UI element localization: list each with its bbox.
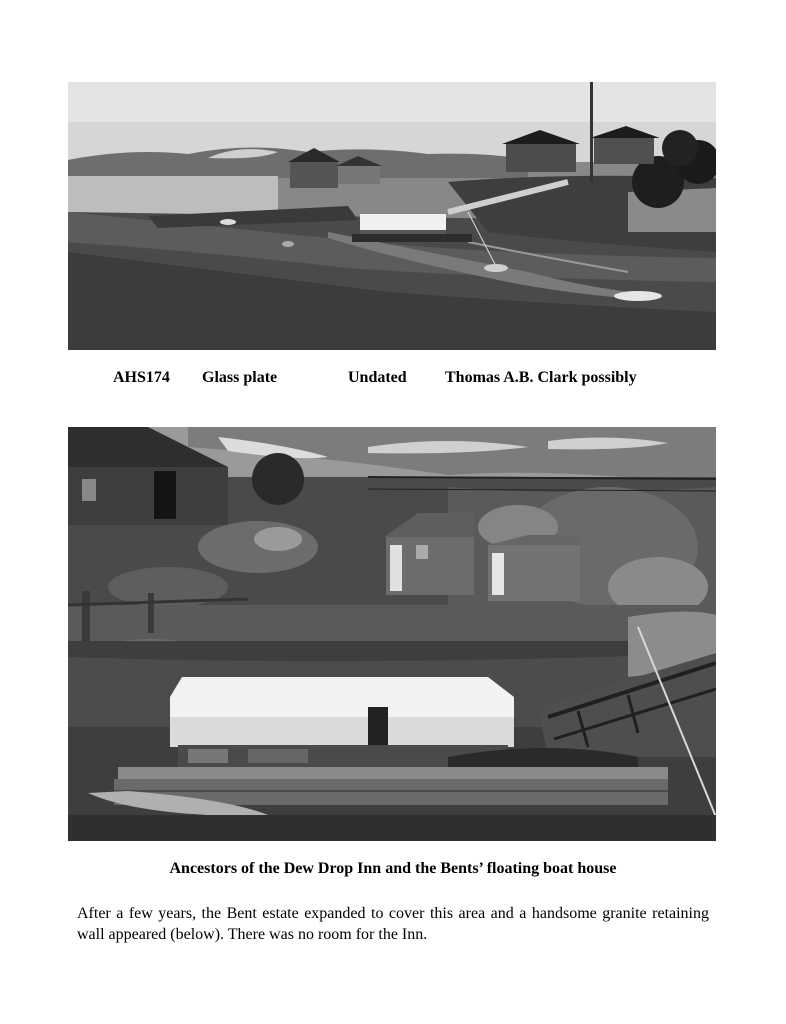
- photo-medium: Glass plate: [202, 369, 278, 386]
- photo-id: AHS174: [113, 369, 170, 386]
- photo-caption-bottom: Ancestors of the Dew Drop Inn and the Bents’ floating boat house: [169, 860, 617, 877]
- harbor-photo-image: [68, 82, 716, 350]
- boathouse-photo-bottom: [68, 427, 716, 841]
- boathouse-photo-image: [68, 427, 716, 841]
- photo-caption-top: [0, 369, 786, 389]
- photo-photographer: Thomas A.B. Clark possibly: [445, 369, 637, 386]
- photo-date: Undated: [348, 369, 407, 386]
- harbor-photo-top: [68, 82, 716, 350]
- body-paragraph: After a few years, the Bent estate expanded to cover this area and a handsome granite retaining wall appeared (below). There was no room for the Inn.: [77, 905, 709, 943]
